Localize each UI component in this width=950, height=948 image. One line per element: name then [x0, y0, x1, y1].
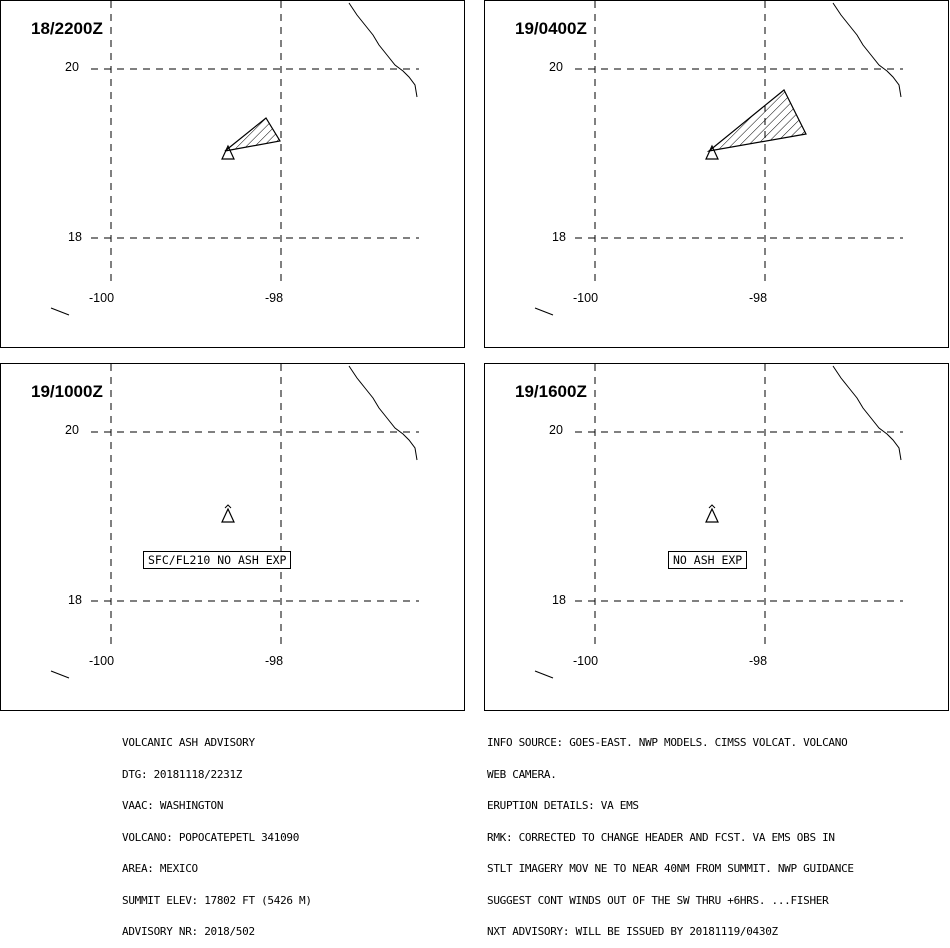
lon-label-98: -98 [749, 291, 768, 305]
map-panel-4 [485, 364, 950, 712]
forecast-panel-1 [0, 0, 465, 348]
volcano-plume-marks [709, 505, 715, 508]
coastline-fragment [51, 671, 69, 678]
coastline-fragment [51, 308, 69, 315]
advisory-summit-elev: SUMMIT ELEV: 17802 FT (5426 M) [122, 893, 312, 907]
advisory-area: AREA: MEXICO [122, 862, 198, 875]
volcano-icon [222, 509, 234, 522]
lat-label-18: 18 [552, 593, 566, 607]
lon-label-98: -98 [265, 291, 284, 305]
coastline [833, 3, 901, 97]
lon-label-98: -98 [265, 654, 284, 668]
coastline [833, 366, 901, 460]
volcano-plume-marks [225, 505, 231, 508]
remarks-line-1: RMK: CORRECTED TO CHANGE HEADER AND FCST. VA EMS OBS IN [487, 830, 835, 844]
lat-label-20: 20 [549, 423, 563, 437]
ash-plume [709, 90, 806, 151]
info-source: INFO SOURCE: GOES-EAST. NWP MODELS. CIMSS VOLCAT. VOLCANO [487, 736, 848, 749]
ash-plume [225, 118, 280, 151]
lat-label-18: 18 [68, 593, 82, 607]
lon-label-100: -100 [573, 654, 599, 668]
lat-label-20: 20 [65, 423, 79, 437]
advisory-volcano: VOLCANO: POPOCATEPETL 341090 [122, 830, 300, 844]
coastline [349, 366, 417, 460]
no-ash-note: NO ASH EXP [668, 551, 747, 569]
forecast-panel-2 [484, 0, 949, 348]
lon-label-100: -100 [573, 291, 599, 305]
panel-time: 19/1600Z [515, 382, 587, 401]
lat-label-18: 18 [68, 230, 82, 244]
lon-label-100: -100 [89, 291, 115, 305]
eruption-details: ERUPTION DETAILS: VA EMS [487, 799, 639, 812]
lat-label-18: 18 [552, 230, 566, 244]
no-ash-note: SFC/FL210 NO ASH EXP [143, 551, 291, 569]
lon-label-100: -100 [89, 654, 115, 668]
panel-time: 19/0400Z [515, 19, 587, 38]
lat-label-20: 20 [65, 60, 79, 74]
lon-label-98: -98 [749, 654, 768, 668]
info-source-cont: WEB CAMERA. [487, 767, 557, 781]
advisory-title: VOLCANIC ASH ADVISORY [122, 736, 255, 749]
map-panel-3 [1, 364, 466, 712]
advisory-remarks [487, 717, 854, 948]
map-panel-1 [1, 1, 466, 349]
map-panel-2 [485, 1, 950, 349]
next-advisory: NXT ADVISORY: WILL BE ISSUED BY 20181119/0430Z [487, 925, 778, 938]
remarks-line-3: SUGGEST CONT WINDS OUT OF THE SW THRU +6HRS. ...FISHER [487, 893, 829, 907]
coastline-fragment [535, 671, 553, 678]
lat-label-20: 20 [549, 60, 563, 74]
advisory-vaac: VAAC: WASHINGTON [122, 799, 224, 812]
panel-time: 18/2200Z [31, 19, 103, 38]
coastline-fragment [535, 308, 553, 315]
panel-time: 19/1000Z [31, 382, 103, 401]
advisory-dtg: DTG: 20181118/2231Z [122, 767, 243, 781]
advisory-header [122, 717, 312, 948]
advisory-number: ADVISORY NR: 2018/502 [122, 925, 255, 938]
coastline [349, 3, 417, 97]
volcano-icon [706, 509, 718, 522]
remarks-line-2: STLT IMAGERY MOV NE TO NEAR 40NM FROM SUMMIT. NWP GUIDANCE [487, 862, 854, 875]
forecast-panel-4 [484, 363, 949, 711]
forecast-panel-3 [0, 363, 465, 711]
